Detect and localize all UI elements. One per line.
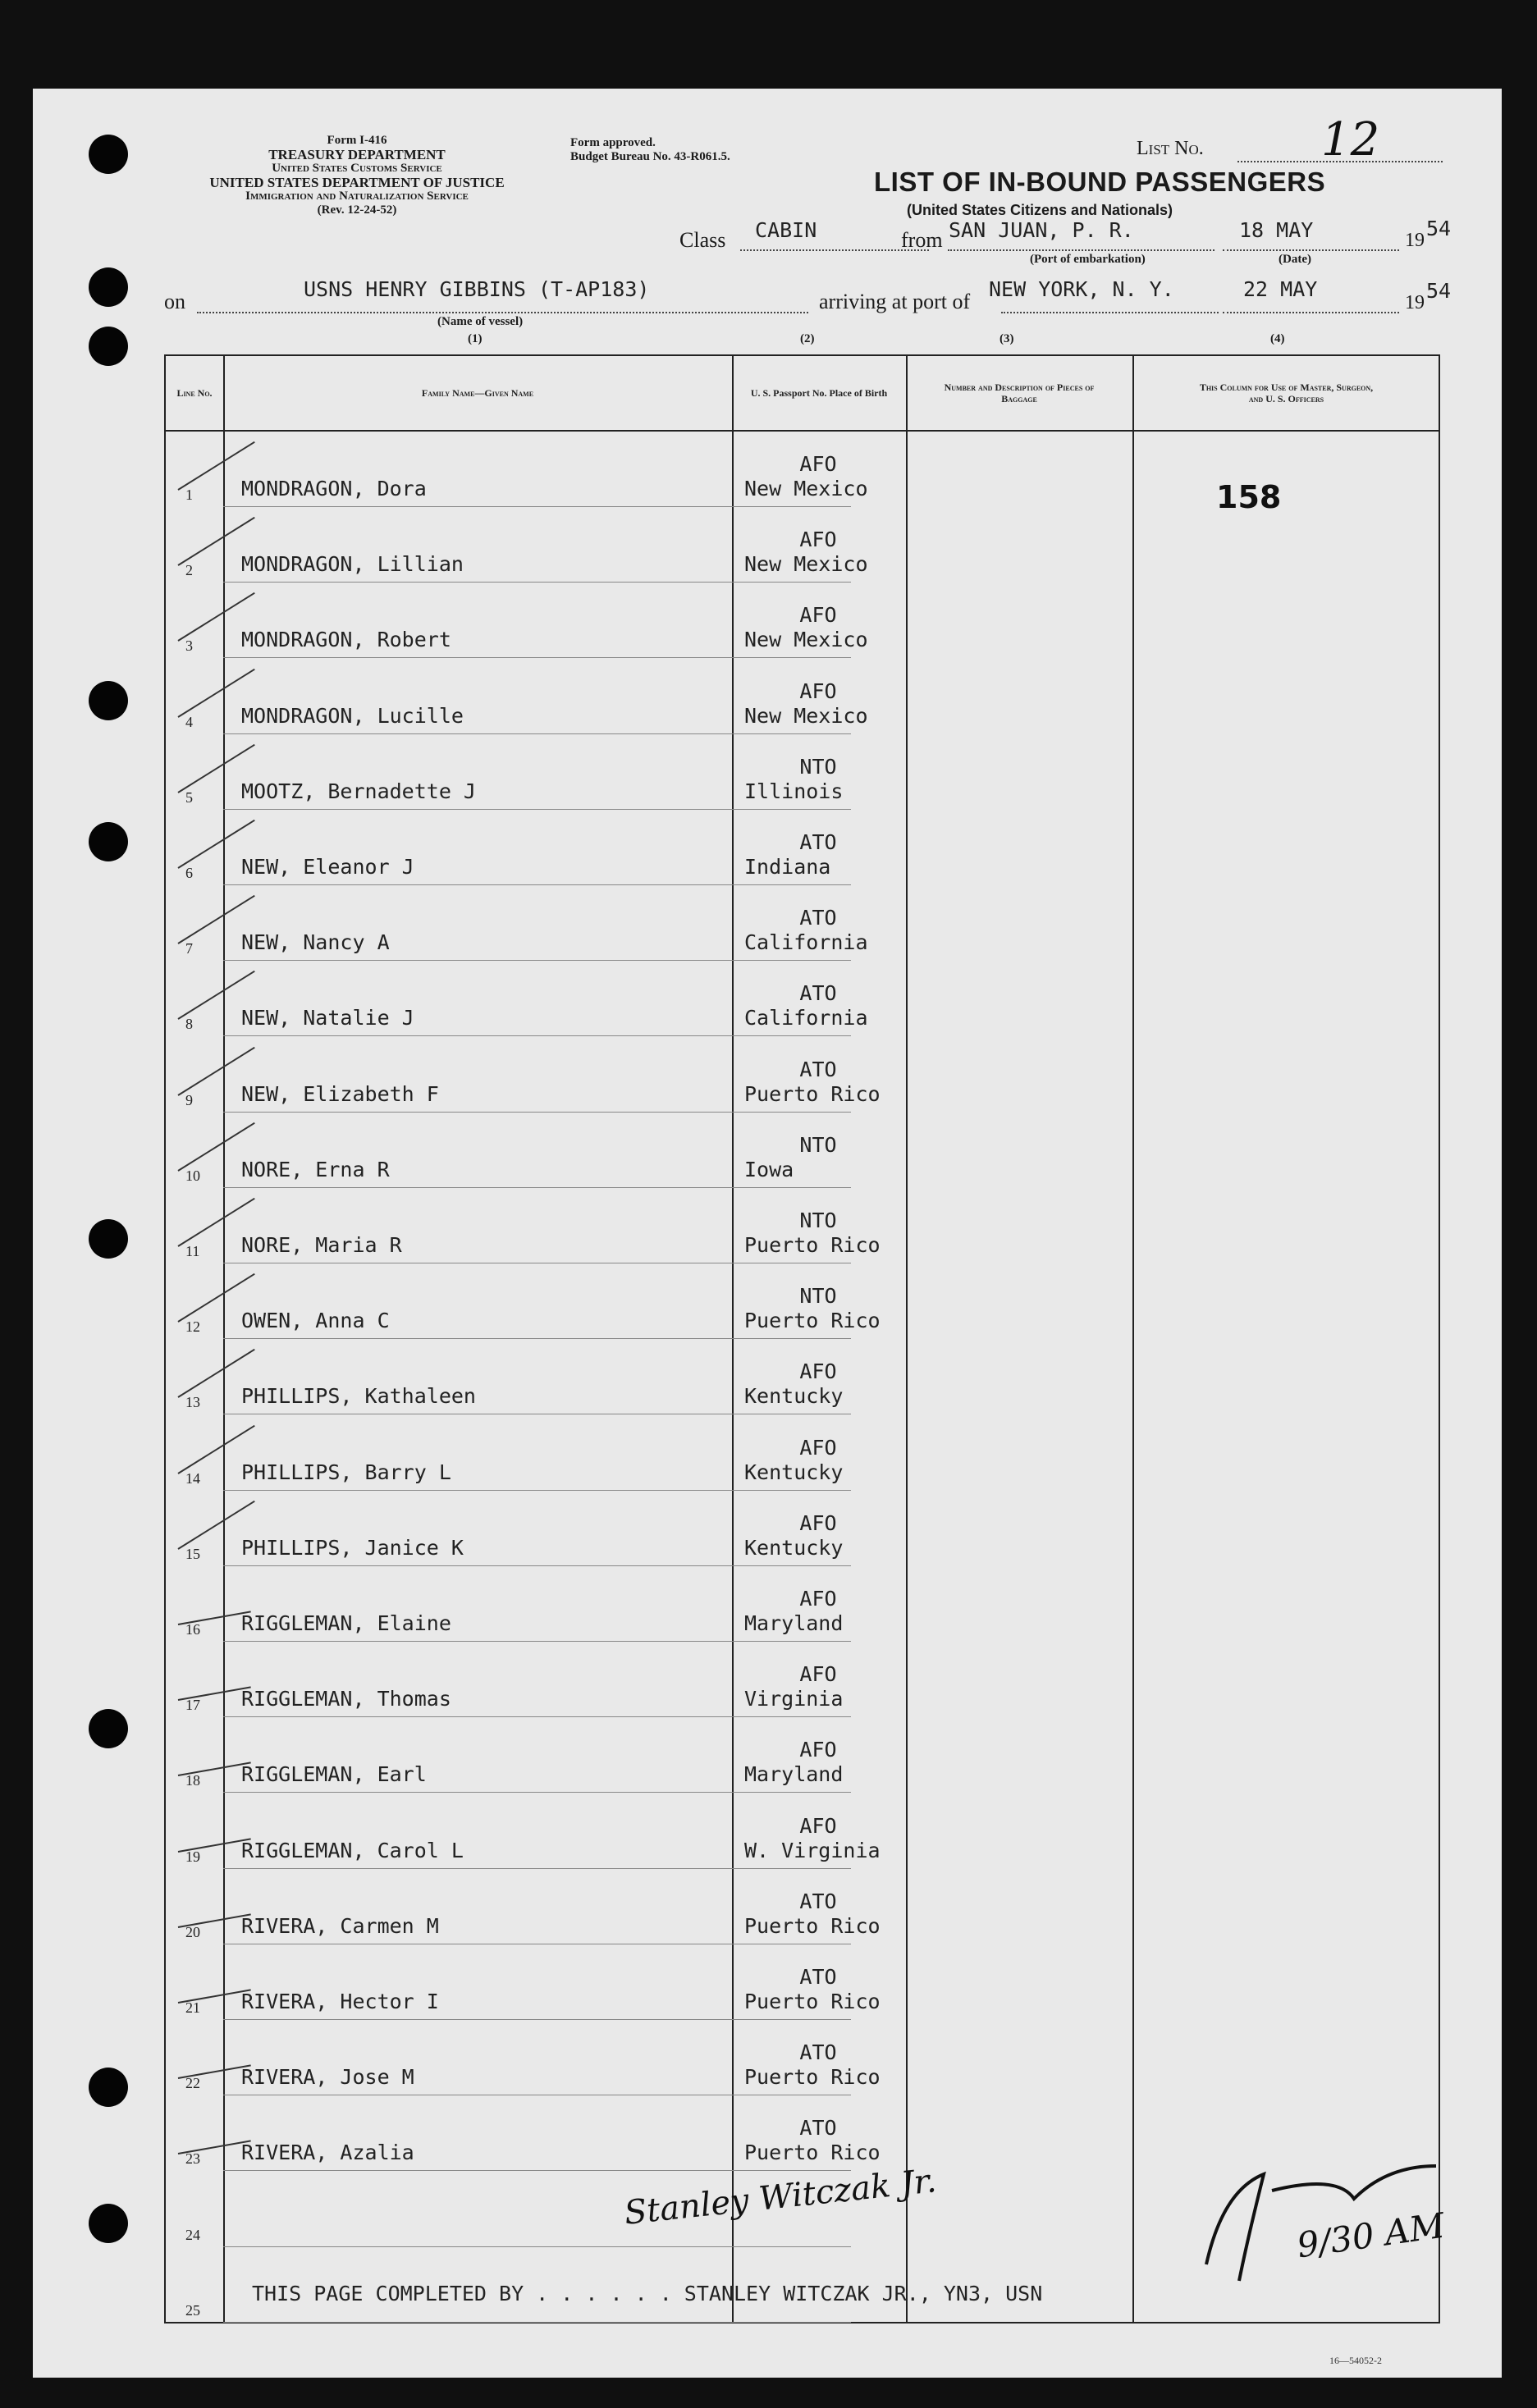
table-row <box>166 1113 1439 1188</box>
place-of-birth: New Mexico <box>744 703 868 728</box>
passenger-name: MONDRAGON, Robert <box>241 628 451 652</box>
passenger-name: RIGGLEMAN, Earl <box>241 1762 427 1787</box>
line-number: 24 <box>185 2226 200 2243</box>
customs-label: United States Customs Service <box>272 162 442 175</box>
passenger-name: MONDRAGON, Dora <box>241 477 427 500</box>
passport-code: ATO <box>799 906 837 930</box>
passport-code: AFO <box>799 1738 837 1762</box>
passenger-name: NEW, Nancy A <box>241 930 390 955</box>
passport-code: ATO <box>799 1889 837 1913</box>
passenger-name: PHILLIPS, Kathaleen <box>241 1384 476 1409</box>
treasury-label: TREASURY DEPARTMENT <box>268 147 446 162</box>
table-row <box>166 583 1439 658</box>
from-label: from <box>901 228 943 252</box>
table-row <box>166 1188 1439 1263</box>
passenger-name: OWEN, Anna C <box>241 1309 390 1333</box>
place-of-birth: Puerto Rico <box>744 1309 881 1333</box>
date-caption: (Date) <box>1279 253 1311 266</box>
place-of-birth: Virginia <box>744 1687 844 1711</box>
place-of-birth: Maryland <box>744 1762 844 1787</box>
table-row <box>166 1944 1439 2020</box>
line-number: 1 <box>185 487 193 503</box>
column-number-2: (2) <box>800 332 815 345</box>
line-number: 7 <box>185 940 193 957</box>
header-line-no: Line No. <box>176 387 213 399</box>
line-number: 2 <box>185 562 193 579</box>
line-number: 23 <box>185 2150 200 2168</box>
table-row <box>166 734 1439 810</box>
line-number: 21 <box>185 1999 200 2016</box>
passenger-name: NORE, Maria R <box>241 1233 402 1257</box>
table-row <box>166 1566 1439 1642</box>
on-label: on <box>164 290 185 313</box>
form-number: Form I-416 <box>327 134 387 147</box>
arrival-port-line <box>1001 312 1219 313</box>
passenger-name: RIGGLEMAN, Elaine <box>241 1611 451 1635</box>
depart-date-line <box>1223 249 1399 251</box>
place-of-birth: Maryland <box>744 1611 844 1635</box>
table-row <box>166 810 1439 885</box>
place-of-birth: California <box>744 930 868 955</box>
passenger-name: NEW, Eleanor J <box>241 855 414 879</box>
passenger-name: MOOTZ, Bernadette J <box>241 779 476 803</box>
header-name: Family Name—Given Name <box>421 387 534 399</box>
line-number: 22 <box>185 2075 200 2092</box>
class-label: Class <box>679 228 726 252</box>
passport-code: NTO <box>799 1284 837 1309</box>
passport-code: ATO <box>799 830 837 854</box>
place-of-birth: New Mexico <box>744 477 868 500</box>
passenger-name: PHILLIPS, Barry L <box>241 1460 451 1484</box>
place-of-birth: Kentucky <box>744 1460 844 1484</box>
line-number: 5 <box>185 788 193 806</box>
passport-code: AFO <box>799 1435 837 1460</box>
from-line <box>948 249 1215 251</box>
punch-hole <box>89 135 128 174</box>
passport-code: ATO <box>799 2040 837 2065</box>
table-row <box>166 432 1439 507</box>
place-of-birth: Puerto Rico <box>744 2141 881 2165</box>
table-row <box>166 1793 1439 1869</box>
table-row <box>166 507 1439 583</box>
passport-code: AFO <box>799 1359 837 1384</box>
check-mark <box>178 1989 251 2004</box>
passport-code: ATO <box>799 981 837 1006</box>
place-of-birth: Puerto Rico <box>744 1081 881 1106</box>
passport-code: ATO <box>799 2116 837 2141</box>
header-officers: This Column for Use of Master, Surgeon, and U. S. Officers <box>1199 382 1374 404</box>
passenger-name: NEW, Natalie J <box>241 1006 414 1030</box>
passport-code: NTO <box>799 1132 837 1157</box>
table-row <box>166 1263 1439 1339</box>
line-number: 14 <box>185 1469 200 1487</box>
passenger-name: RIVERA, Hector I <box>241 1990 439 2013</box>
inspector-mark: 9/30 AM <box>1294 2205 1448 2266</box>
check-mark <box>178 1611 251 1625</box>
line-number: 25 <box>185 2301 200 2319</box>
passenger-name: RIVERA, Carmen M <box>241 1913 439 1938</box>
passport-code: NTO <box>799 1209 837 1232</box>
passenger-name: RIGGLEMAN, Thomas <box>241 1687 451 1711</box>
arrival-date: 22 MAY <box>1243 277 1318 301</box>
approval-block <box>570 136 730 164</box>
class-value: CABIN <box>755 218 817 242</box>
column-number-4: (4) <box>1270 332 1285 345</box>
check-mark <box>178 1687 251 1702</box>
place-of-birth: W. Virginia <box>744 1838 881 1862</box>
table-row <box>166 1339 1439 1414</box>
table-row <box>166 961 1439 1036</box>
table-row <box>166 1717 1439 1793</box>
passport-code: AFO <box>799 1510 837 1535</box>
line-number: 19 <box>185 1848 200 1865</box>
punch-hole <box>89 822 128 861</box>
vessel-caption: (Name of vessel) <box>437 315 524 328</box>
port-embarkation-caption: (Port of embarkation) <box>1030 253 1146 266</box>
list-no-label: List No. <box>1137 138 1204 159</box>
table-row <box>166 1642 1439 1717</box>
passenger-name: RIVERA, Azalia <box>241 2141 414 2165</box>
depart-year-prefix: 19 <box>1405 230 1425 251</box>
punch-hole <box>89 267 128 307</box>
punch-hole <box>89 1709 128 1748</box>
passport-code: AFO <box>799 1813 837 1838</box>
passport-code: AFO <box>799 528 837 552</box>
passenger-name: MONDRAGON, Lillian <box>241 552 464 577</box>
passport-code: AFO <box>799 1587 837 1611</box>
line-number: 12 <box>185 1318 200 1336</box>
arrival-year-prefix: 19 <box>1405 292 1425 313</box>
table-row <box>166 659 1439 734</box>
ins-label: Immigration and Naturalization Service <box>245 190 469 203</box>
line-number: 15 <box>185 1545 200 1562</box>
line-number: 3 <box>185 637 193 655</box>
from-value: SAN JUAN, P. R. <box>949 218 1134 242</box>
passenger-name: MONDRAGON, Lucille <box>241 703 464 728</box>
passport-code: NTO <box>799 754 837 779</box>
passport-code: ATO <box>799 1965 837 1989</box>
place-of-birth: Kentucky <box>744 1384 844 1409</box>
place-of-birth: New Mexico <box>744 628 868 652</box>
arrival-date-line <box>1223 312 1399 313</box>
punch-hole <box>89 2068 128 2107</box>
depart-date: 18 MAY <box>1239 218 1314 242</box>
line-number: 10 <box>185 1167 200 1184</box>
column-number-1: (1) <box>468 332 483 345</box>
list-no-value: 12 <box>1321 113 1380 167</box>
place-of-birth: California <box>744 1006 868 1030</box>
form-id-block <box>152 134 562 217</box>
line-number: 16 <box>185 1621 200 1638</box>
punch-hole <box>89 1219 128 1259</box>
page-title: LIST OF IN-BOUND PASSENGERS <box>874 167 1326 197</box>
revision-label: (Rev. 12-24-52) <box>317 203 397 217</box>
line-number: 11 <box>185 1243 200 1259</box>
punch-hole <box>89 2204 128 2243</box>
passport-code: AFO <box>799 1662 837 1687</box>
approval-label: Form approved. <box>570 136 656 149</box>
inspector-initials <box>1173 2141 1461 2297</box>
passenger-name: NEW, Elizabeth F <box>241 1081 439 1106</box>
line-number: 4 <box>185 713 193 730</box>
place-of-birth: Puerto Rico <box>744 1913 881 1938</box>
place-of-birth: Iowa <box>744 1157 794 1181</box>
place-of-birth: Kentucky <box>744 1535 844 1560</box>
arrival-year: 54 <box>1426 279 1452 303</box>
justice-label: UNITED STATES DEPARTMENT OF JUSTICE <box>209 175 505 190</box>
place-of-birth: Puerto Rico <box>744 2065 881 2090</box>
line-number: 6 <box>185 865 193 881</box>
place-of-birth: New Mexico <box>744 552 868 577</box>
table-row <box>166 1415 1439 1491</box>
line-number: 17 <box>185 1697 200 1714</box>
punch-hole <box>89 327 128 366</box>
page-completed-by: THIS PAGE COMPLETED BY . . . . . . STANLEY WITCZAK JR., YN3, USN <box>252 2282 1043 2305</box>
officer-signature: Stanley Witczak Jr. <box>622 2162 939 2232</box>
line-number: 8 <box>185 1016 193 1033</box>
place-of-birth: Indiana <box>744 855 831 879</box>
table-row <box>166 1869 1439 1944</box>
check-mark <box>178 1838 251 1853</box>
line-number: 13 <box>185 1394 200 1411</box>
line-number: 18 <box>185 1772 200 1789</box>
officer-count-note: 158 <box>1216 479 1282 515</box>
vessel-name: USNS HENRY GIBBINS (T-AP183) <box>304 277 650 301</box>
passport-code: AFO <box>799 452 837 476</box>
place-of-birth: Illinois <box>744 779 844 803</box>
header-baggage: Number and Description of Pieces of Baggage <box>944 382 1095 404</box>
form-code: 16—54052-2 <box>1329 2355 1382 2366</box>
passport-code: ATO <box>799 1057 837 1081</box>
vessel-line <box>197 312 808 313</box>
table-row <box>166 1491 1439 1566</box>
arrival-port: NEW YORK, N. Y. <box>989 277 1174 301</box>
passenger-name: NORE, Erna R <box>241 1157 390 1181</box>
table-row <box>166 2020 1439 2095</box>
passenger-name: RIVERA, Jose M <box>241 2065 414 2090</box>
page-subtitle: (United States Citizens and Nationals) <box>907 202 1173 218</box>
passport-code: AFO <box>799 603 837 628</box>
place-of-birth: Puerto Rico <box>744 1990 881 2013</box>
column-number-3: (3) <box>1000 332 1014 345</box>
table-row <box>166 1037 1439 1113</box>
line-number: 9 <box>185 1091 193 1108</box>
arriving-label: arriving at port of <box>819 290 971 313</box>
depart-year: 54 <box>1426 217 1452 240</box>
passenger-table <box>164 354 1440 2323</box>
check-mark <box>178 2065 251 2080</box>
passenger-name: PHILLIPS, Janice K <box>241 1535 464 1560</box>
punch-hole <box>89 681 128 720</box>
check-mark <box>178 1913 251 1928</box>
table-row <box>166 885 1439 961</box>
passenger-name: RIGGLEMAN, Carol L <box>241 1838 464 1862</box>
line-number: 20 <box>185 1923 200 1940</box>
place-of-birth: Puerto Rico <box>744 1233 881 1257</box>
header-passport: U. S. Passport No. Place of Birth <box>750 387 888 399</box>
passport-code: AFO <box>799 679 837 703</box>
budget-label: Budget Bureau No. 43-R061.5. <box>570 150 730 163</box>
